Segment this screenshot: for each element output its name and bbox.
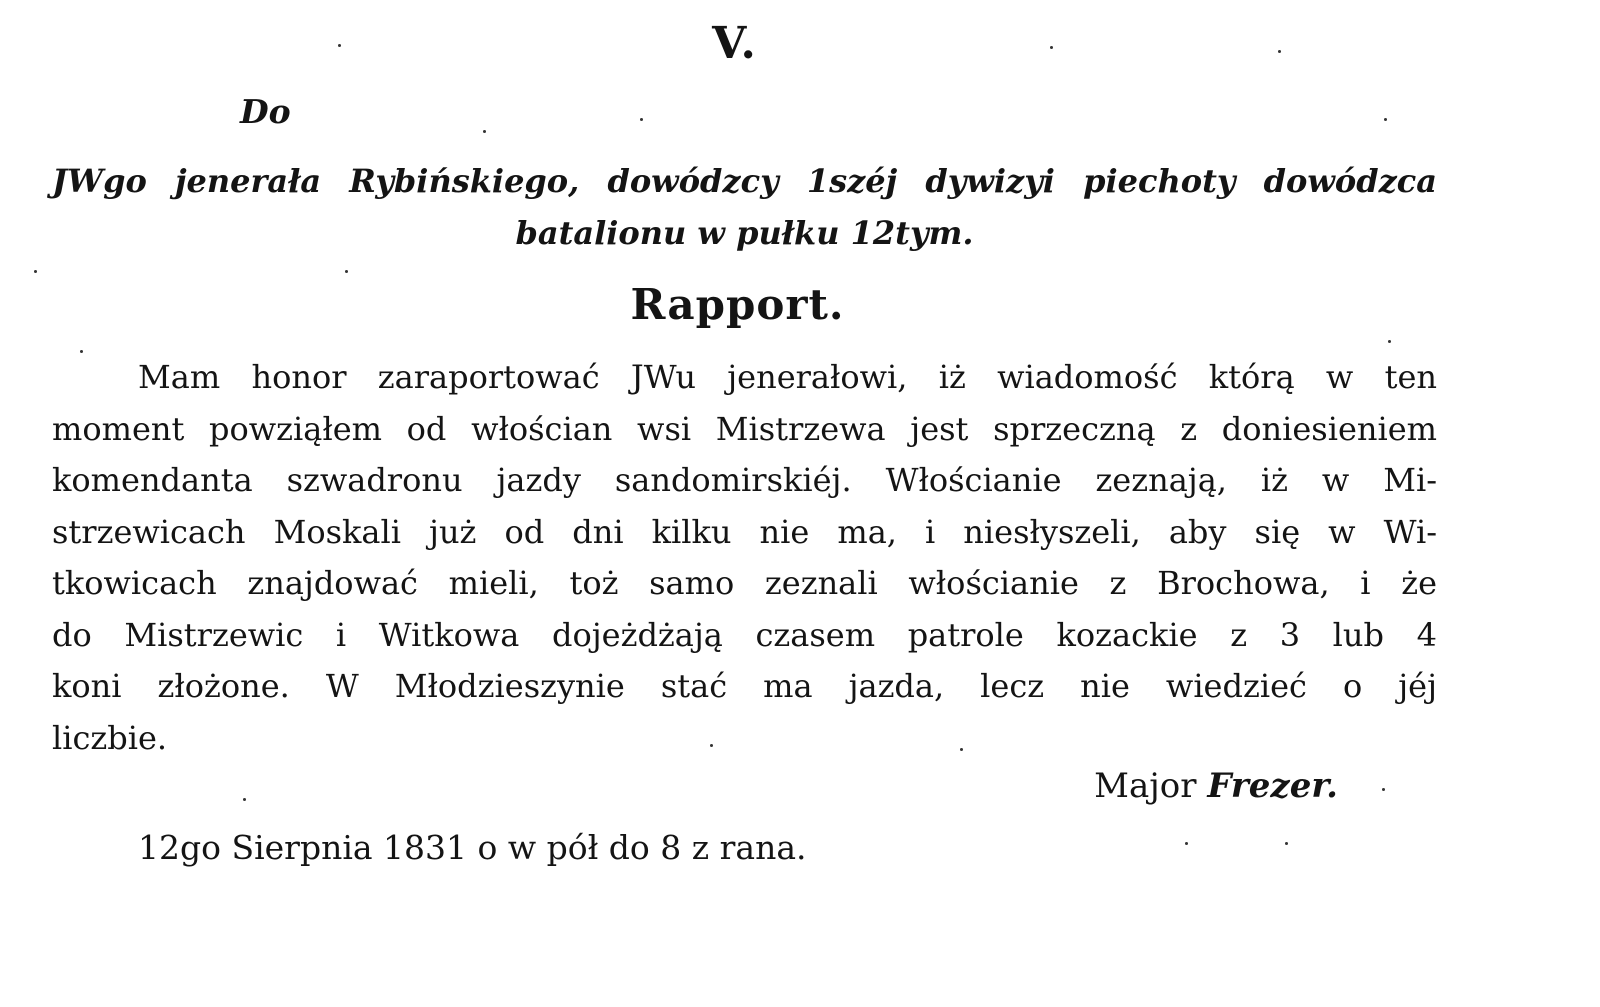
signature-name: Frezer. — [1207, 766, 1338, 806]
scan-speck — [1278, 50, 1281, 53]
scan-speck — [1050, 46, 1053, 49]
body-line: Mam honor zaraportować JWu jenerałowi, iż wiadomość którą w ten — [138, 358, 1437, 396]
scan-speck — [640, 118, 643, 121]
scan-speck — [1388, 340, 1391, 343]
scan-speck — [243, 798, 246, 801]
section-numeral: V. — [712, 18, 758, 69]
scan-speck — [1185, 842, 1188, 845]
addressee-block — [52, 155, 1437, 259]
scan-speck — [960, 748, 963, 751]
scan-speck — [1382, 788, 1385, 791]
scan-speck — [34, 270, 37, 273]
body-line: strzewicach Moskali już od dni kilku nie ma, i niesłyszeli, aby się w Wi- — [52, 512, 1437, 551]
scan-speck — [483, 130, 486, 133]
body-line: do Mistrzewic i Witkowa dojeżdżają czasem patrole kozackie z 3 lub 4 — [52, 615, 1437, 654]
dateline: 12go Sierpnia 1831 o w pół do 8 z rana. — [138, 828, 807, 867]
scan-speck — [338, 44, 341, 47]
addressee-line: batalionu w pułku 12tym. — [515, 214, 974, 252]
body-line: moment powziąłem od włościan wsi Mistrzewa jest sprzeczną z doniesieniem — [52, 409, 1437, 448]
signature-rank: Major — [1094, 766, 1197, 806]
salutation: Do — [240, 92, 291, 131]
scan-speck — [1384, 118, 1387, 121]
body-line: komendanta szwadronu jazdy sandomirskiéj. Włościanie zeznają, iż w Mi- — [52, 461, 1437, 499]
scan-speck — [80, 350, 83, 353]
report-body — [52, 352, 1437, 764]
body-line: koni złożone. W Młodzieszynie stać ma jazda, lecz nie wiedzieć o jéj — [52, 667, 1437, 705]
addressee-line: JWgo jenerała Rybińskiego, dowódzcy 1széj dywizyi piechoty dowódzca — [52, 162, 1437, 200]
scan-speck — [710, 744, 713, 747]
signature — [1094, 766, 1338, 806]
report-title: Rapport. — [630, 280, 845, 329]
body-line: liczbie. — [52, 718, 168, 757]
scan-speck — [1285, 842, 1288, 845]
scan-speck — [345, 270, 348, 273]
body-line: tkowicach znajdować mieli, toż samo zeznali włościanie z Brochowa, i że — [52, 564, 1437, 602]
